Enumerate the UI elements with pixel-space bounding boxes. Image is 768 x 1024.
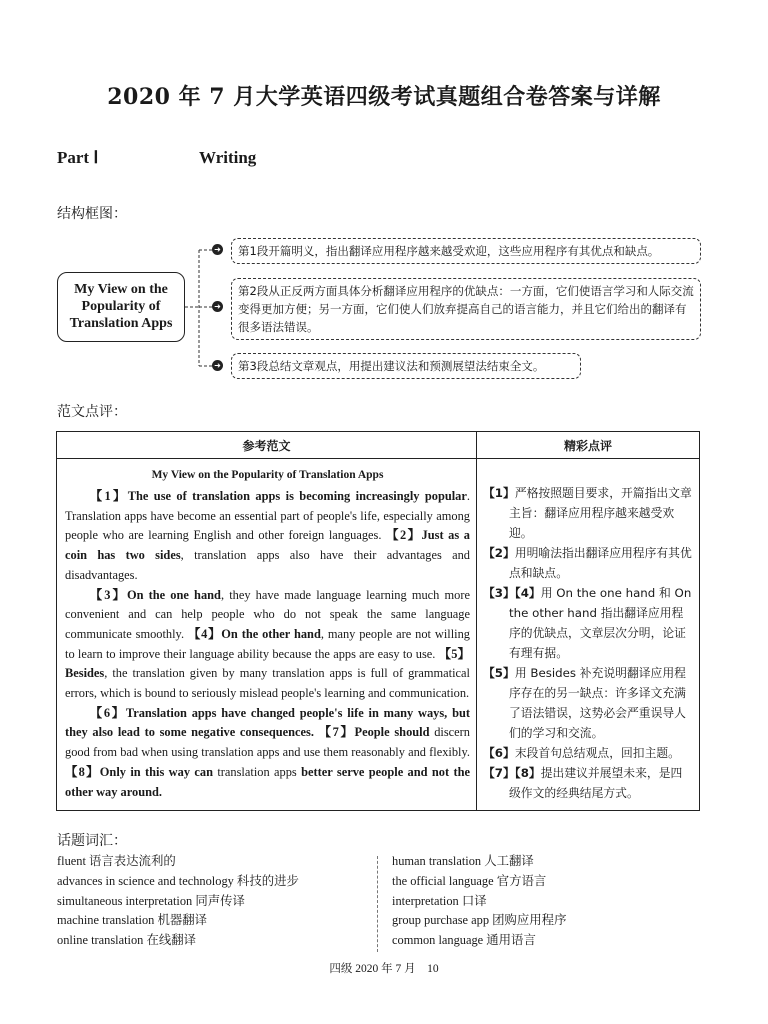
page-footer: 四级 2020 年 7 月 10 bbox=[329, 963, 439, 975]
comment-text: 用 Besides 补充说明翻译应用程序存在的另一缺点：许多译文充满了语法错误，这势必会严重误导人们的学习和交流。 bbox=[509, 666, 686, 740]
vocab-list-left bbox=[57, 852, 299, 951]
comment-number: 【3】【4】 bbox=[483, 586, 541, 600]
essay-bold-run: The use of translation apps is becoming increasingly popular bbox=[127, 489, 467, 503]
paragraph-3-box: 第3段总结文章观点，用提出建议法和预测展望法结束全文。 bbox=[231, 353, 581, 379]
center-line-2: Popularity of bbox=[81, 299, 161, 314]
part-heading bbox=[57, 148, 256, 168]
essay-title: My View on the Popularity of Translation Apps bbox=[151, 469, 384, 481]
essay-run: , the translation given by many translation apps is full of grammatical errors, which is bound to seriously mislead people's learning and communication. bbox=[65, 666, 470, 701]
essay-paragraph-3 bbox=[65, 704, 470, 803]
essay-cell bbox=[57, 459, 477, 811]
vocab-divider bbox=[377, 856, 378, 952]
essay-bold-run: 【4】 bbox=[187, 626, 222, 641]
comment-item bbox=[483, 663, 693, 743]
comment-item bbox=[483, 743, 693, 763]
comment-text: 用明喻法指出翻译应用程序有其优点和缺点。 bbox=[509, 546, 692, 580]
paragraph-2-box: 第2段从正反两方面具体分析翻译应用程序的优缺点：一方面，它们使语言学习和人际交流变得更加方便；另一方面，它们使人们放弃提高自己的语言能力，并且它们给出的翻译有很多语法错误。 bbox=[231, 278, 701, 340]
essay-bold-run: 【8】 bbox=[65, 764, 100, 779]
essay-bold-run: On the one hand bbox=[126, 587, 221, 602]
vocab-item: simultaneous interpretation 同声传译 bbox=[57, 893, 245, 908]
comment-cell bbox=[477, 459, 700, 811]
essay-bold-run: People should bbox=[354, 725, 430, 740]
comment-text: 末段首句总结观点，回扣主题。 bbox=[514, 746, 680, 760]
essay-text bbox=[65, 487, 470, 802]
paragraph-1-box: 第1段开篇明义，指出翻译应用程序越来越受欢迎，这些应用程序有其优点和缺点。 bbox=[231, 238, 701, 264]
vocab-item: group purchase app 团购应用程序 bbox=[392, 913, 567, 928]
vocab-item: advances in science and technology 科技的进步 bbox=[57, 873, 299, 888]
vocab-item: interpretation 口译 bbox=[392, 893, 487, 908]
essay-paragraph-1 bbox=[65, 487, 470, 586]
essay-paragraph-2 bbox=[65, 586, 470, 704]
comment-number: 【7】【8】 bbox=[483, 766, 541, 780]
comment-text: 用 On the one hand 和 On the other hand 指出翻译应用程序的优缺点，文章层次分明，论证有理有据。 bbox=[509, 586, 692, 660]
comment-text: 提出建议并展望未来，是四级作文的经典结尾方式。 bbox=[509, 766, 683, 800]
comment-number: 【6】 bbox=[483, 746, 515, 760]
structure-diagram bbox=[57, 236, 707, 381]
essay-bold-run: 【1】 bbox=[89, 489, 128, 503]
arrow-right-icon: ➜ bbox=[212, 301, 223, 312]
center-line-1: My View on the bbox=[74, 282, 168, 297]
essay-run: , many people are not willing to learn to improve their language ability because the apps are easy to use. bbox=[65, 626, 470, 661]
essay-run: . Translation apps have become an essential part of people's life, especially among people who are learning English and other foreign languages. bbox=[65, 489, 470, 543]
essay-bold-run: 【7】 bbox=[318, 725, 355, 740]
essay-run: , they have made language learning much more convenient and can help people who do not speak the same language communicate smoothly. bbox=[65, 587, 470, 641]
arrow-right-icon: ➜ bbox=[212, 360, 223, 371]
vocab-item: common language 通用语言 bbox=[392, 933, 536, 948]
review-table bbox=[56, 431, 700, 811]
part-label: Part Ⅰ bbox=[57, 148, 99, 167]
essay-run: , translation apps also have their advantages and disadvantages. bbox=[65, 548, 470, 582]
essay-run: discern good from bad when using translation apps and use them reasonably and flexibly. bbox=[65, 725, 470, 760]
comment-item bbox=[483, 763, 693, 803]
essay-bold-run: Besides bbox=[65, 666, 105, 681]
table-body-row bbox=[57, 459, 700, 811]
table-header-row bbox=[57, 432, 700, 459]
comment-item bbox=[483, 583, 693, 663]
diagram-connector bbox=[185, 236, 231, 381]
vocab-item: machine translation 机器翻译 bbox=[57, 913, 208, 928]
vocab-label: 话题词汇： bbox=[57, 833, 127, 849]
page-title: 2020 年 7 月大学英语四级考试真题组合卷答案与详解 bbox=[107, 84, 661, 110]
essay-bold-run: 【3】 bbox=[89, 587, 127, 602]
arrow-right-icon: ➜ bbox=[212, 244, 223, 255]
vocab-list-right bbox=[392, 852, 566, 951]
col-header-comment: 精彩点评 bbox=[477, 432, 700, 459]
comment-item bbox=[483, 543, 693, 583]
review-label: 范文点评： bbox=[57, 404, 127, 420]
essay-bold-run: 【2】 bbox=[386, 528, 422, 543]
comment-number: 【2】 bbox=[483, 546, 515, 560]
essay-bold-run: Just as a coin has two sides bbox=[65, 528, 470, 563]
diagram-center-box bbox=[57, 272, 185, 342]
vocab-item: fluent 语言表达流利的 bbox=[57, 854, 176, 868]
essay-bold-run: Translation apps have changed people's life in many ways, but they also lead to some negative consequences. bbox=[65, 705, 470, 740]
vocab-item: online translation 在线翻译 bbox=[57, 933, 197, 948]
col-header-essay: 参考范文 bbox=[57, 432, 477, 459]
vocab-item: the official language 官方语言 bbox=[392, 873, 547, 888]
structure-label: 结构框图： bbox=[57, 206, 127, 222]
essay-bold-run: better serve people and not the other way around. bbox=[65, 764, 471, 799]
comment-text: 严格按照题目要求，开篇指出文章主旨：翻译应用程序越来越受欢迎。 bbox=[509, 486, 692, 540]
essay-bold-run: On the other hand bbox=[221, 626, 321, 641]
part-name: Writing bbox=[199, 148, 257, 167]
essay-bold-run: Only in this way can bbox=[99, 764, 213, 779]
comment-item bbox=[483, 483, 693, 543]
essay-bold-run: 【5】 bbox=[438, 646, 470, 661]
essay-bold-run: 【6】 bbox=[89, 705, 126, 720]
vocab-item: human translation 人工翻译 bbox=[392, 854, 534, 868]
comment-number: 【5】 bbox=[483, 666, 515, 680]
center-line-3: Translation Apps bbox=[69, 316, 173, 331]
comment-number: 【1】 bbox=[483, 486, 515, 500]
essay-run: translation apps bbox=[212, 764, 302, 779]
